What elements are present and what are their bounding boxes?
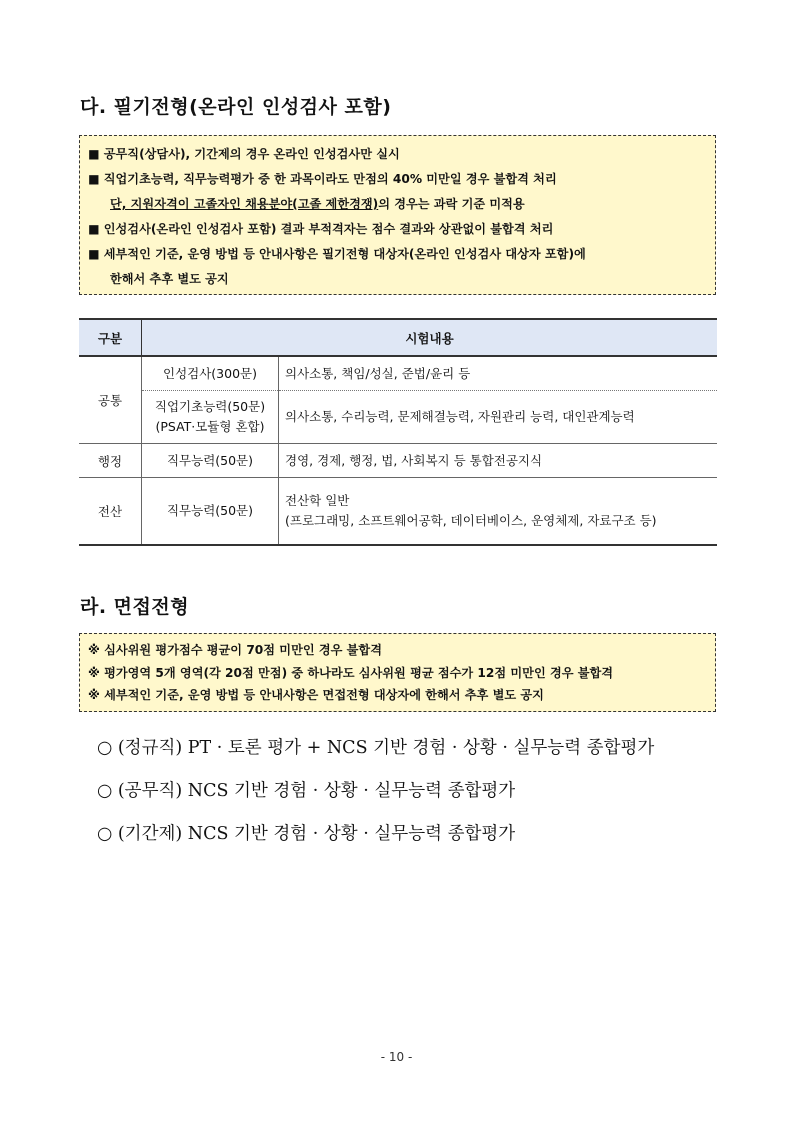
- list-item: ○ (정규직) PT · 토론 평가 + NCS 기반 경험 · 상황 · 실무능력 종합평가: [97, 738, 655, 758]
- header-exam-content: 시험내용: [142, 319, 718, 356]
- notice-exception-underlined: 단, 지원자격이 고졸자인 채용분야(고졸 제한경쟁): [110, 197, 379, 211]
- notice-exception-rest: 의 경우는 과락 기준 미적용: [378, 197, 525, 211]
- exam-content-table: [79, 318, 717, 546]
- field-it: 전산: [79, 478, 142, 546]
- notice-line: ■ 인성검사(온라인 인성검사 포함) 결과 부적격자는 점수 결과와 상관없이 불합격 처리: [88, 222, 554, 236]
- table-row: [79, 356, 717, 391]
- notice-exception-line: [88, 192, 707, 217]
- section-heading-interview: 라. 면접전형: [80, 596, 190, 618]
- test-name: 직무능력(50문): [142, 444, 279, 478]
- table-row: [79, 444, 717, 478]
- notice-line: ※ 평가영역 5개 영역(각 20점 만점) 중 하나라도 심사위원 평균 점수가 12점 미만인 경우 불합격: [88, 665, 614, 680]
- interview-bullet-list: [97, 733, 654, 862]
- test-name-line: 직업기초능력(50문): [154, 399, 266, 414]
- field-common: 공통: [79, 356, 142, 444]
- test-name: 직무능력(50문): [142, 478, 279, 546]
- table-row: [79, 391, 717, 444]
- field-admin: 행정: [79, 444, 142, 478]
- test-name-subline: (PSAT·모듈형 혼합): [155, 419, 265, 434]
- test-content-line: 전산학 일반: [285, 493, 350, 508]
- test-name: 인성검사(300문): [142, 356, 279, 391]
- test-content: [279, 478, 718, 546]
- section-heading-written-exam: 다. 필기전형(온라인 인성검사 포함): [80, 96, 392, 118]
- interview-notice-box: [79, 633, 716, 712]
- notice-line: ■ 직업기초능력, 직무능력평가 중 한 과목이라도 만점의 40% 미만일 경우 불합격 처리: [88, 172, 557, 186]
- page-number: - 10 -: [380, 1050, 413, 1064]
- notice-line-continued: 한해서 추후 별도 공지: [110, 272, 229, 286]
- written-exam-notice-box: [79, 135, 716, 295]
- table-header-row: [79, 319, 717, 356]
- test-content-subline: (프로그래밍, 소프트웨어공학, 데이터베이스, 운영체제, 자료구조 등): [285, 513, 657, 528]
- test-content: 경영, 경제, 행정, 법, 사회복지 등 통합전공지식: [279, 444, 718, 478]
- test-name: [142, 391, 279, 444]
- list-item: ○ (공무직) NCS 기반 경험 · 상황 · 실무능력 종합평가: [97, 781, 516, 801]
- notice-line: ※ 심사위원 평가점수 평균이 70점 미만인 경우 불합격: [88, 643, 382, 657]
- header-category: 구분: [79, 319, 142, 356]
- notice-line: ■ 세부적인 기준, 운영 방법 등 안내사항은 필기전형 대상자(온라인 인성검사 대상자 포함)에: [88, 247, 586, 261]
- test-content: 의사소통, 책임/성실, 준법/윤리 등: [279, 356, 718, 391]
- test-content: 의사소통, 수리능력, 문제해결능력, 자원관리 능력, 대인관계능력: [279, 391, 718, 444]
- list-item: ○ (기간제) NCS 기반 경험 · 상황 · 실무능력 종합평가: [97, 824, 516, 844]
- table-row: [79, 478, 717, 546]
- notice-line: ※ 세부적인 기준, 운영 방법 등 안내사항은 면접전형 대상자에 한해서 추후 별도 공지: [88, 688, 544, 702]
- notice-line: ■ 공무직(상담사), 기간제의 경우 온라인 인성검사만 실시: [88, 147, 400, 161]
